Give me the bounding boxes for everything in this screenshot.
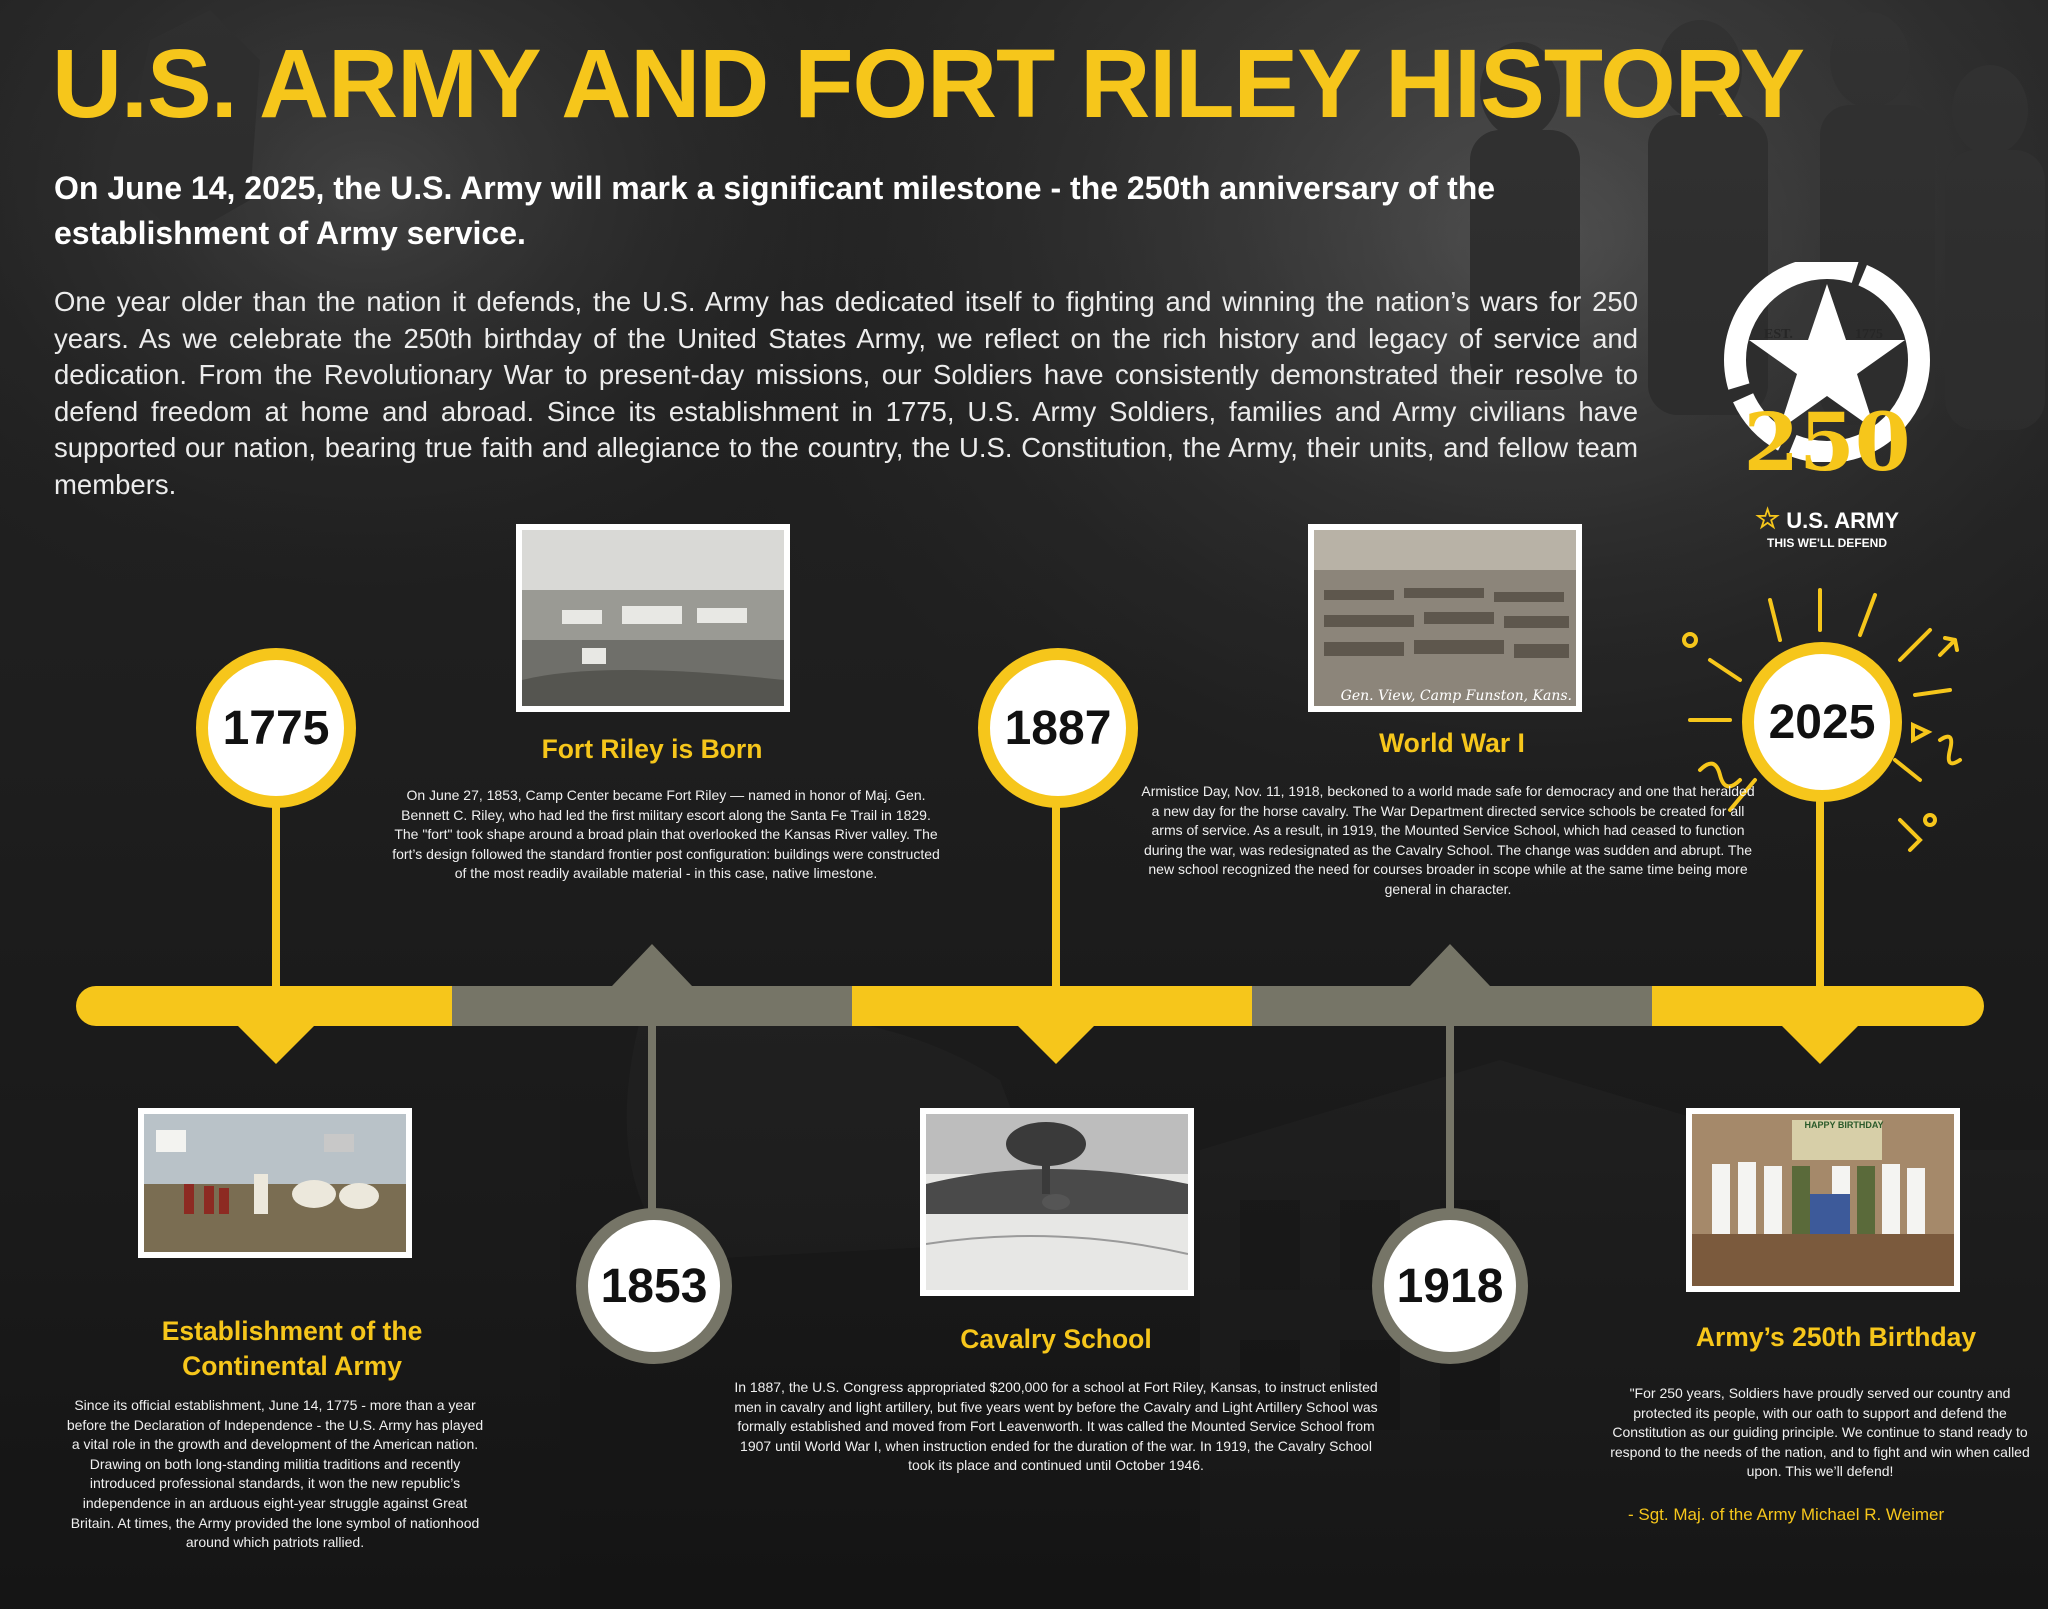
timeline-pointers [0, 940, 2048, 1070]
photo-continental-army-1775 [138, 1108, 412, 1258]
logo-star-icon: ☆ [1754, 503, 1781, 534]
stem-1775 [272, 800, 280, 990]
logo-brand [1712, 502, 1942, 535]
event-title-1775-line1: Establishment of the [161, 1316, 423, 1346]
event-body-1887: In 1887, the U.S. Congress appropriated $200,000 for a school at Fort Riley, Kansas, to instruct enlisted men in cavalry and light artillery, but five years went by before the Cavalry and Light Artillery School was formally established and moved from Fort Leavenworth. It was called the Mounted Service School from 1907 until World War I, when instruction ended for the duration of the war. In 1919, the Cavalry School took its place and continued until October 1946. [734, 1379, 1378, 1474]
stem-1887 [1052, 800, 1060, 990]
photo-caption-1918: Gen. View, Camp Funston, Kans. [1340, 688, 1572, 704]
event-title-1775 [52, 1314, 532, 1384]
stem-2025 [1816, 800, 1824, 990]
year-badge-1775: 1775 [196, 648, 356, 808]
event-body-2025: "For 250 years, Soldiers have proudly served our country and protected its people, with our oath to support and defend the Constitution as our guiding principle. We continue to stand ready to respond to the needs of the nation, and to fight and win when called upon. This we’ll defend! [1610, 1385, 2030, 1480]
logo-number: 250 [1743, 395, 1911, 489]
quote-attribution: - Sgt. Maj. of the Army Michael R. Weimer [1628, 1505, 1945, 1524]
event-body-1775: Since its official establishment, June 14, 1775 - more than a year before the Declaration of Independence - the U.S. Army has played a vital role in the growth and development of the American nation. Drawing on both long-standing militia traditions and recently introduced professional standards, it won the new republic’s independence in an arduous eight-year struggle against Great Britain. At times, the Army provided the lone symbol of nationhood around which patriots rallied. [66, 1397, 484, 1551]
logo-est: EST. [1764, 327, 1793, 342]
page-title: U.S. ARMY AND FORT RILEY HISTORY [52, 29, 1804, 138]
event-title-1918: World War I [1379, 728, 1525, 758]
photo-cavalry-school-1887 [920, 1108, 1194, 1296]
photo-camp-funston-1918 [1308, 524, 1582, 712]
event-title-1887: Cavalry School [960, 1324, 1152, 1354]
event-title-2025: Army’s 250th Birthday [1695, 1322, 1977, 1352]
logo-brand-text: U.S. ARMY [1786, 508, 1900, 533]
photo-fort-riley-1853 [516, 524, 790, 712]
intro-paragraph: One year older than the nation it defends, the U.S. Army has dedicated itself to fighting and winning the nation’s wars for 250 years. As we celebrate the 250th birthday of the United States Army, we reflect on the rich history and legacy of service and dedication. From the Revolutionary War to present-day missions, our Soldiers have consistently demonstrated their resolve to defend freedom at home and abroad. Since its establishment in 1775, U.S. Army Soldiers, families and Army civilians have supported our nation, bearing true faith and allegiance to the country, the U.S. Constitution, the Army, their units, and fellow team members. [54, 286, 1638, 500]
photo-army-birthday-2025 [1686, 1108, 1960, 1292]
stem-1853 [648, 1024, 656, 1220]
year-badge-1853: 1853 [576, 1208, 732, 1364]
event-body-1918: Armistice Day, Nov. 11, 1918, beckoned to a world made safe for democracy and one that heralded a new day for the horse cavalry. The War Department directed service schools be created for all arms of service. As a result, in 1919, the Mounted Service School, which had ceased to function during the war, was redesignated as the Cavalry School. The change was sudden and abrupt. The new school recognized the need for courses broader in scope while at the same time being more general in character. [1141, 783, 1755, 897]
logo-year: 1775 [1855, 327, 1883, 342]
army-250-logo [1712, 262, 1942, 562]
logo-motto: THIS WE'LL DEFEND [1767, 536, 1887, 550]
year-badge-2025: 2025 [1742, 642, 1902, 802]
event-title-1853: Fort Riley is Born [541, 734, 763, 764]
year-badge-1887: 1887 [978, 648, 1138, 808]
year-badge-1918: 1918 [1372, 1208, 1528, 1364]
stem-1918 [1446, 1024, 1454, 1220]
page-subtitle: On June 14, 2025, the U.S. Army will mark a significant milestone - the 250th anniversary of the establishment of Army service. [54, 170, 1496, 251]
event-body-1853: On June 27, 1853, Camp Center became Fort Riley — named in honor of Maj. Gen. Bennett C. Riley, who had led the first military escort along the Santa Fe Trail in 1829. The "fort" took shape around a broad plain that overlooked the Kansas River valley. The fort’s design followed the standard frontier post configuration: buildings were constructed of the most readily available material - in this case, native limestone. [392, 787, 940, 882]
photo-banner-2025: HAPPY BIRTHDAY [1804, 1120, 1884, 1130]
event-title-1775-line2: Continental Army [182, 1351, 402, 1381]
